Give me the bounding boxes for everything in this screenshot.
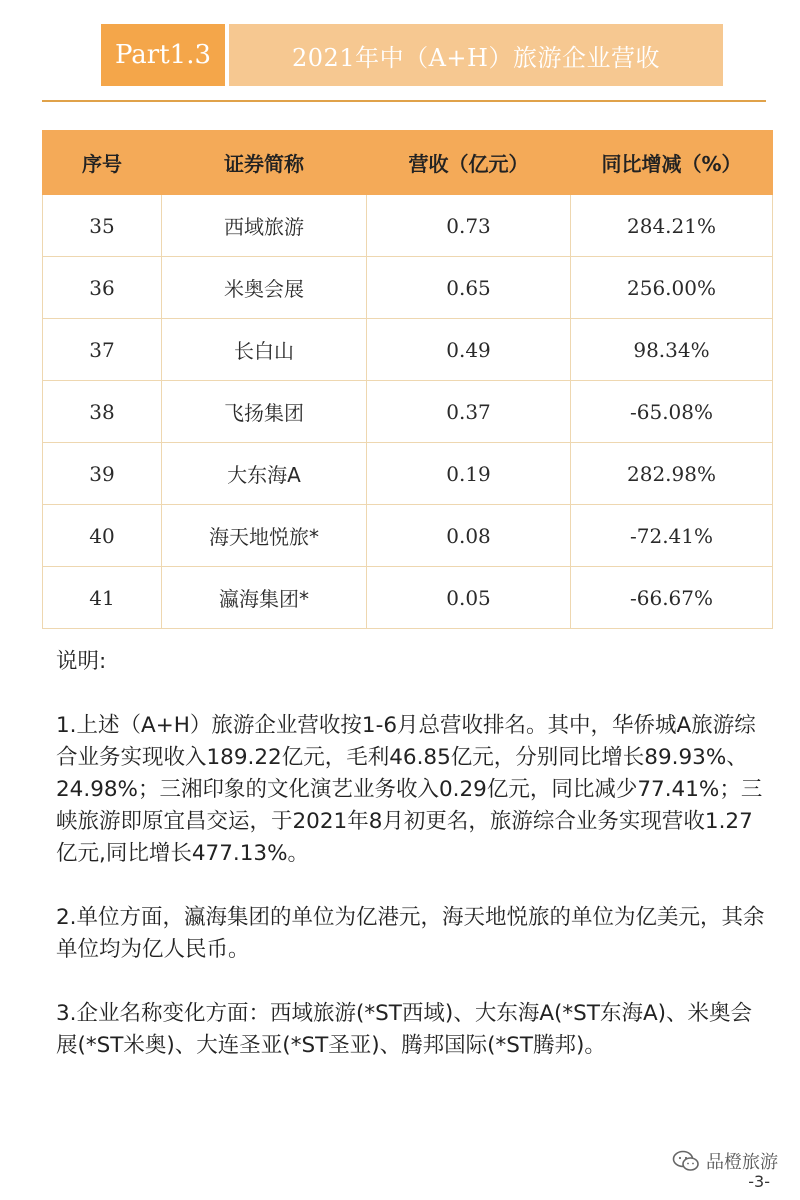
cell-yoy: 256.00%: [571, 257, 773, 319]
cell-revenue: 0.73: [367, 195, 571, 257]
page-number: -3-: [748, 1172, 770, 1191]
brand-watermark: [672, 1148, 778, 1174]
table-row: [43, 257, 773, 319]
table-row: [43, 195, 773, 257]
brand-name: 品橙旅游: [706, 1152, 778, 1173]
cell-revenue: 0.19: [367, 443, 571, 505]
cell-name: 瀛海集团*: [162, 567, 367, 629]
cell-name: 飞扬集团: [162, 381, 367, 443]
cell-revenue: 0.49: [367, 319, 571, 381]
cell-yoy: -72.41%: [571, 505, 773, 567]
cell-revenue: 0.65: [367, 257, 571, 319]
cell-revenue: 0.37: [367, 381, 571, 443]
table-header-row: [43, 131, 773, 195]
cell-rank: 38: [43, 381, 162, 443]
cell-rank: 36: [43, 257, 162, 319]
cell-name: 西域旅游: [162, 195, 367, 257]
cell-rank: 37: [43, 319, 162, 381]
notes-section: [56, 646, 770, 1094]
table-row: [43, 319, 773, 381]
cell-yoy: -66.67%: [571, 567, 773, 629]
header-revenue: 营收（亿元）: [367, 131, 571, 195]
table-row: [43, 505, 773, 567]
cell-name: 海天地悦旅*: [162, 505, 367, 567]
note-paragraph-2: 2.单位方面，瀛海集团的单位为亿港元，海天地悦旅的单位为亿美元，其余单位均为亿人民币。: [56, 905, 765, 962]
section-title: 2021年中（A+H）旅游企业营收: [292, 43, 660, 72]
table-row: [43, 443, 773, 505]
cell-revenue: 0.08: [367, 505, 571, 567]
note-paragraph-1: 1.上述（A+H）旅游企业营收按1-6月总营收排名。其中，华侨城A旅游综合业务实现收入189.22亿元，毛利46.85亿元，分别同比增长89.93%、24.98%；三湘印象的文化演艺业务收入0.29亿元，同比减少77.41%；三峡旅游即原宜昌交运，于2021年8月初更名，旅游综合业务实现营收1.27亿元,同比增长477.13%。: [56, 713, 763, 866]
wechat-icon: [672, 1150, 700, 1172]
cell-yoy: 98.34%: [571, 319, 773, 381]
part-label-box: [101, 24, 225, 86]
cell-rank: 35: [43, 195, 162, 257]
cell-name: 米奥会展: [162, 257, 367, 319]
part-label: Part1.3: [114, 40, 212, 70]
cell-yoy: 284.21%: [571, 195, 773, 257]
cell-name: 长白山: [162, 319, 367, 381]
cell-rank: 40: [43, 505, 162, 567]
cell-name: 大东海A: [162, 443, 367, 505]
revenue-table: [42, 130, 773, 629]
notes-heading: 说明:: [56, 649, 107, 674]
table-row: [43, 567, 773, 629]
cell-rank: 41: [43, 567, 162, 629]
header-rank: 序号: [43, 131, 162, 195]
header-yoy: 同比增减（%）: [571, 131, 773, 195]
cell-yoy: 282.98%: [571, 443, 773, 505]
header-divider: [42, 100, 766, 102]
table-row: [43, 381, 773, 443]
cell-yoy: -65.08%: [571, 381, 773, 443]
cell-revenue: 0.05: [367, 567, 571, 629]
section-title-box: [229, 24, 723, 86]
header-name: 证券简称: [162, 131, 367, 195]
note-paragraph-3: 3.企业名称变化方面：西域旅游(*ST西域)、大东海A(*ST东海A)、米奥会展(*ST米奥)、大连圣亚(*ST圣亚)、腾邦国际(*ST腾邦)。: [56, 1001, 753, 1058]
cell-rank: 39: [43, 443, 162, 505]
